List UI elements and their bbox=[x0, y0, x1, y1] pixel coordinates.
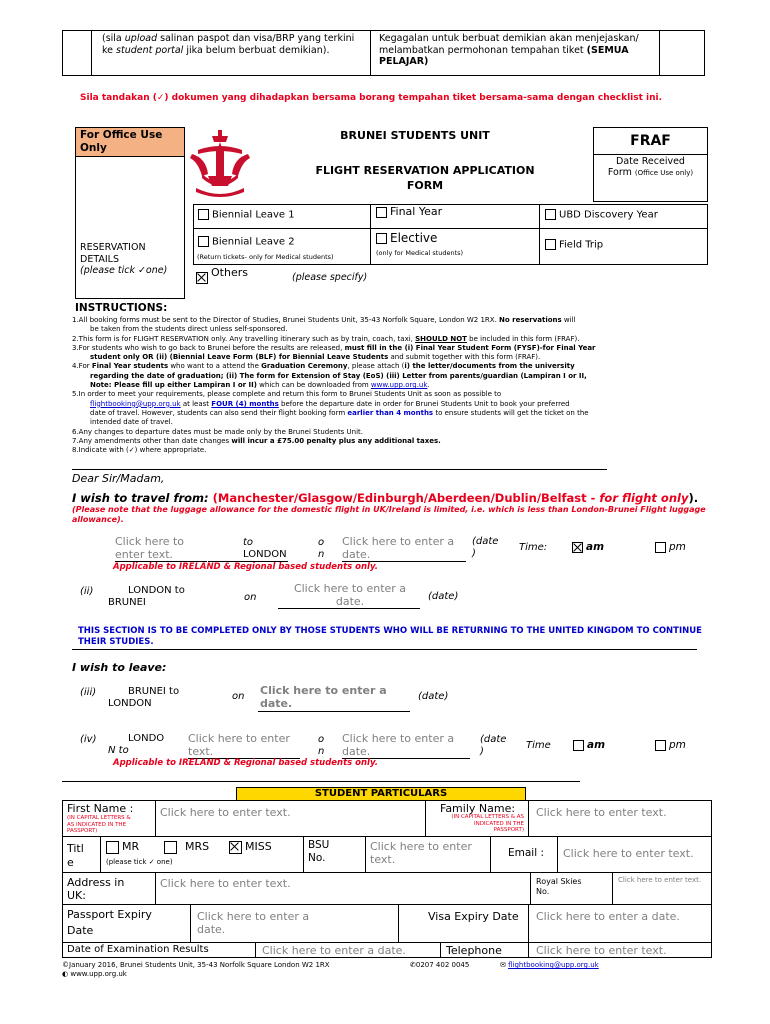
form-title: FLIGHT RESERVATION APPLICATION FORM bbox=[315, 164, 535, 192]
travel-date-input-4[interactable]: Click here to enter a date. bbox=[342, 733, 470, 759]
i1b: No reservations bbox=[499, 316, 562, 324]
checklist-note: Sila tandakan (✓) dokumen yang dihadapkan bersama borang tempahan tiket bersama-sama dengan checklist ini. bbox=[80, 93, 663, 103]
pt-v-firstname bbox=[155, 800, 156, 836]
i5f: date of travel. However, students can also send their flight booking form bbox=[90, 408, 348, 417]
to-label: to bbox=[243, 537, 254, 548]
form-word: Form bbox=[607, 167, 632, 178]
flightbooking-email-link[interactable]: flightbooking@upp.org.uk bbox=[90, 399, 181, 408]
bsu-label-2: No. bbox=[308, 852, 326, 864]
date-label-2: (date) bbox=[428, 591, 459, 602]
field-trip-option[interactable] bbox=[545, 239, 603, 251]
date-received-box bbox=[593, 154, 708, 202]
visa-expiry-label: Visa Expiry Date bbox=[428, 910, 519, 923]
travel-date-input-2[interactable]: Click here to enter a date. bbox=[293, 582, 407, 608]
instruction-5-cont bbox=[72, 400, 712, 409]
passport-label-2: Date bbox=[67, 924, 94, 937]
date-received-label: Date Received bbox=[616, 156, 685, 167]
fam-caps-2: INDICATED IN THE bbox=[473, 820, 524, 827]
fam-caps-1: (IN CAPITAL LETTERS & AS bbox=[451, 814, 524, 820]
footer-email bbox=[500, 961, 599, 969]
from-city-input-iv[interactable]: Click here to enter text. bbox=[188, 733, 300, 759]
i5i: intended date of travel. bbox=[90, 418, 173, 427]
biennial-1-label: Biennial Leave 1 bbox=[212, 209, 295, 221]
date-label-1b: ) bbox=[472, 548, 476, 559]
pt-v-bsu-l bbox=[303, 836, 304, 872]
biennial-1-option[interactable] bbox=[198, 209, 295, 221]
travel-from-label: I wish to travel from: bbox=[72, 491, 213, 505]
pt-v-exam bbox=[255, 942, 256, 958]
i7a: 7.Any amendments other than date changes bbox=[72, 436, 232, 445]
please-tick-note: (please tick ✓ one) bbox=[106, 858, 173, 866]
on-n-label: n bbox=[318, 549, 325, 560]
field-trip-checkbox[interactable] bbox=[545, 239, 556, 250]
top-table-cell-c bbox=[370, 30, 660, 76]
royal-skies-1: Royal Skies bbox=[536, 877, 582, 886]
please-specify: (please specify) bbox=[292, 272, 368, 283]
passport-expiry-label bbox=[67, 907, 152, 939]
i4i: which can be downloaded from bbox=[256, 381, 371, 390]
family-name-input[interactable]: Click here to enter text. bbox=[536, 806, 667, 819]
pm-option[interactable] bbox=[655, 541, 686, 553]
row-iv-label: (iv) bbox=[80, 734, 97, 745]
final-year-option[interactable] bbox=[376, 205, 442, 218]
title-label-2: e bbox=[67, 856, 74, 869]
pt-v-visa-r bbox=[528, 904, 529, 942]
on-o-label-iv: o bbox=[318, 734, 325, 745]
address-label-2: UK: bbox=[67, 889, 86, 902]
pm-label-2: pm bbox=[669, 739, 686, 751]
bsu-label-1: BSU bbox=[308, 839, 330, 851]
top-text-portal: student portal bbox=[116, 44, 184, 56]
royal-skies-label bbox=[536, 877, 582, 897]
address-label bbox=[67, 876, 124, 902]
i5a: 5.In order to meet your requirements, please complete and return this form to Brunei Students Unit as soon as possible to bbox=[72, 390, 502, 399]
particulars-title: STUDENT PARTICULARS bbox=[314, 788, 448, 799]
travel-from-line bbox=[72, 491, 698, 505]
pm-checkbox-2[interactable] bbox=[655, 740, 666, 751]
mr-checkbox[interactable] bbox=[106, 841, 119, 854]
pt-v-bsu-r bbox=[365, 836, 366, 872]
elective-checkbox[interactable] bbox=[376, 233, 387, 244]
form-office-use-line bbox=[594, 167, 707, 179]
pt-v-passport bbox=[190, 904, 191, 942]
i4k: . bbox=[427, 381, 430, 390]
bsu-label bbox=[308, 839, 329, 865]
i2a: 2.This form is for FLIGHT RESERVATION only. Any travelling itinerary such as by train, coach, taxi, bbox=[72, 334, 416, 343]
reservation-details-label bbox=[80, 242, 167, 277]
office-use-box bbox=[75, 127, 185, 157]
brunei-to-label: BRUNEI to bbox=[128, 686, 180, 697]
pt-v-family-l bbox=[425, 800, 426, 836]
i5d: FOUR (4) months bbox=[211, 399, 279, 408]
am-checkbox-checked[interactable] bbox=[572, 542, 583, 553]
pm-checkbox[interactable] bbox=[655, 542, 666, 553]
date-label-3: (date) bbox=[418, 691, 449, 702]
london2-label: LONDON bbox=[108, 698, 152, 709]
travel-cities: (Manchester/Glasgow/Edinburgh/Aberdeen/Dublin/Belfast - bbox=[212, 491, 600, 505]
on-o-label: o bbox=[318, 537, 325, 548]
on-label-ii: on bbox=[244, 592, 257, 603]
i4f: i) the letter/documents from the university bbox=[404, 362, 575, 371]
email-input[interactable]: Click here to enter text. bbox=[563, 847, 694, 860]
pt-hline-2 bbox=[62, 872, 712, 873]
mrs-checkbox[interactable] bbox=[164, 841, 177, 854]
instruction-3 bbox=[72, 344, 712, 353]
elective-note: (only for Medical students) bbox=[376, 249, 464, 257]
i4a: 4.For bbox=[72, 362, 92, 371]
brunei-label: BRUNEI bbox=[108, 597, 146, 608]
travel-date-input-3[interactable]: Click here to enter a date. bbox=[260, 684, 387, 710]
wish-leave-label: I wish to leave: bbox=[72, 661, 167, 674]
final-year-label: Final Year bbox=[390, 205, 443, 218]
unit-title: BRUNEI STUDENTS UNIT bbox=[340, 129, 490, 142]
row2-underline bbox=[278, 608, 420, 609]
caps-note-1: (IN CAPITAL LETTERS & bbox=[67, 815, 131, 821]
i4g: regarding the date of graduation; (ii) The form for Extension of Stay (EoS) (iii) Letter from parents/guardian (Lampiran I or II, bbox=[90, 371, 587, 380]
passport-label-1: Passport Expiry bbox=[67, 908, 152, 921]
first-name-label: First Name : bbox=[67, 802, 134, 815]
family-name-label: Family Name: bbox=[440, 802, 516, 815]
top-table-cell-a bbox=[62, 30, 92, 76]
pt-v-title bbox=[100, 836, 101, 872]
biennial-2-option[interactable] bbox=[198, 236, 295, 248]
row-iii-label: (iii) bbox=[80, 687, 97, 698]
instructions-list bbox=[72, 316, 712, 455]
footer-web-text: www.upp.org.uk bbox=[70, 970, 127, 978]
applicable-note-2: Applicable to IRELAND & Regional based students only. bbox=[113, 758, 378, 768]
res-label-3: (please tick ✓one) bbox=[80, 265, 168, 276]
pt-v-email-l bbox=[490, 836, 491, 872]
footer-copyright: ©January 2016, Brunei Students Unit, 35-43 Norfolk Square London W2 1RX bbox=[62, 961, 330, 969]
address-input[interactable]: Click here to enter text. bbox=[160, 877, 291, 890]
instructions-title: INSTRUCTIONS: bbox=[75, 302, 168, 314]
office-use-label: For Office Use Only bbox=[80, 129, 163, 154]
mr-label: MR bbox=[122, 840, 140, 853]
first-name-caps-note bbox=[67, 815, 131, 835]
biennial-2-label: Biennial Leave 2 bbox=[212, 236, 295, 248]
instruction-4 bbox=[72, 362, 712, 371]
footer-phone bbox=[410, 961, 469, 969]
top-table-cell-d bbox=[659, 30, 705, 76]
final-year-checkbox[interactable] bbox=[376, 207, 387, 218]
londo-label: LONDO bbox=[128, 733, 165, 744]
i4c: who want to a attend the bbox=[168, 362, 262, 371]
visa-expiry-input[interactable]: Click here to enter a date. bbox=[536, 910, 680, 923]
royal-skies-input[interactable]: Click here to enter text. bbox=[618, 876, 702, 884]
i3d: and submit together with this form (FRAF). bbox=[388, 353, 541, 362]
time-label-2: Time bbox=[526, 740, 551, 751]
fraf-label: FRAF bbox=[630, 133, 671, 149]
upp-website-link[interactable]: www.upp.org.uk bbox=[370, 381, 428, 390]
others-checkbox-checked[interactable] bbox=[196, 272, 208, 284]
exam-results-label: Date of Examination Results bbox=[67, 944, 209, 955]
family-name-caps-note bbox=[430, 814, 524, 834]
on-n-label-iv: n bbox=[318, 746, 325, 757]
notice-underline bbox=[72, 649, 697, 650]
i4h: Note: Please fill up either Lampiran I or II) bbox=[90, 381, 257, 390]
ubd-option[interactable] bbox=[545, 209, 658, 221]
divider-1 bbox=[72, 469, 607, 470]
mail-icon: ✉ bbox=[500, 961, 506, 969]
am-option[interactable] bbox=[572, 541, 604, 553]
pt-v-address bbox=[155, 872, 156, 904]
on-label-iii: on bbox=[232, 691, 245, 702]
globe-icon: ◐ bbox=[62, 970, 69, 978]
pm-label: pm bbox=[669, 541, 686, 553]
pt-v-email-r bbox=[557, 836, 558, 872]
applicable-note-1: Applicable to IRELAND & Regional based students only. bbox=[113, 562, 378, 572]
i4e: , please attach ( bbox=[347, 362, 405, 371]
ubd-label: UBD Discovery Year bbox=[559, 209, 658, 221]
instruction-1 bbox=[72, 316, 712, 325]
pt-v-royal-l bbox=[530, 872, 531, 904]
footer-web bbox=[62, 970, 127, 978]
bsu-number-input[interactable]: Click here to enter text. bbox=[370, 840, 472, 866]
i3c: student only OR (ii) (Biennial Leave Form (BLF) for Biennial Leave Students bbox=[90, 353, 389, 362]
pt-v-royal-r bbox=[612, 872, 613, 904]
brunei-crest-icon bbox=[188, 128, 252, 200]
n-to-label: N to bbox=[108, 745, 129, 756]
first-name-input[interactable]: Click here to enter text. bbox=[160, 806, 291, 819]
pm-option-2[interactable] bbox=[655, 739, 686, 751]
i1c: will bbox=[561, 316, 576, 324]
office-use-only-small: (Office Use only) bbox=[634, 169, 694, 177]
from-city-input[interactable]: Click here to enter text. bbox=[115, 536, 207, 562]
instruction-5-cont2 bbox=[72, 409, 712, 418]
i6: 6.Any changes to departure dates must be made only by the Brunei Students Unit. bbox=[72, 427, 364, 436]
top-text-3: jika belum berbuat demikian). bbox=[183, 44, 330, 56]
telephone-label: Telephone bbox=[446, 944, 502, 957]
miss-label: MISS bbox=[245, 840, 272, 853]
email-label: Email : bbox=[508, 847, 545, 859]
exam-results-input[interactable]: Click here to enter a date. bbox=[262, 944, 406, 957]
instruction-7 bbox=[72, 437, 712, 446]
mrs-label: MRS bbox=[185, 840, 210, 853]
i5g: earlier than 4 months bbox=[347, 408, 434, 417]
top-text: (sila bbox=[102, 33, 125, 44]
i2c: be included in this form (FRAF). bbox=[466, 334, 580, 343]
london-label: LONDON bbox=[243, 549, 287, 560]
caps-note-3: PASSPORT) bbox=[67, 828, 98, 834]
luggage-note: (Please note that the luggage allowance for the domestic flight in UK/Ireland is limited, i.e. which is less than London-Brunei Flight luggage allowance). bbox=[72, 505, 706, 524]
i4b: Final Year students bbox=[91, 362, 169, 371]
royal-skies-2: No. bbox=[536, 887, 550, 896]
i3b: must fill in the (i) Final Year Student Form (FYSF)-for Final Year bbox=[344, 343, 596, 352]
am-checkbox-2[interactable] bbox=[573, 740, 584, 751]
am-label: am bbox=[586, 541, 605, 553]
biennial-2-checkbox[interactable] bbox=[198, 236, 209, 247]
address-label-1: Address in bbox=[67, 876, 125, 889]
date-label-4b: ) bbox=[480, 746, 484, 757]
i5c: at least bbox=[180, 399, 212, 408]
others-label: Others bbox=[211, 266, 248, 279]
top-text-2: salinan paspot dan visa/BRP yang terkini ke bbox=[102, 33, 355, 56]
pt-hline-1 bbox=[62, 836, 712, 837]
pt-v-tel-r bbox=[528, 942, 529, 958]
mrs-option[interactable] bbox=[164, 840, 209, 854]
instruction-4-cont bbox=[72, 381, 712, 390]
top-right-text: Kegagalan untuk berbuat demikian akan menjejaskan/ melambatkan permohonan tempahan tiket bbox=[379, 33, 639, 56]
instruction-2 bbox=[72, 335, 712, 344]
top-text-upload: upload bbox=[124, 33, 158, 44]
biennial-1-checkbox[interactable] bbox=[198, 209, 209, 220]
instruction-3-cont bbox=[72, 353, 712, 362]
travel-close: ). bbox=[688, 491, 699, 505]
flight-only: for flight only bbox=[599, 491, 689, 505]
pt-v-family-r bbox=[528, 800, 529, 836]
fam-caps-3: PASSPORT) bbox=[493, 827, 524, 833]
ubd-checkbox[interactable] bbox=[545, 209, 556, 220]
mr-option[interactable] bbox=[106, 840, 139, 854]
travel-date-input-1[interactable]: Click here to enter a date. bbox=[342, 536, 466, 562]
salutation: Dear Sir/Madam, bbox=[72, 472, 165, 485]
i5h: to ensure students will get the ticket on the bbox=[433, 408, 589, 417]
title-label bbox=[67, 842, 84, 870]
am-label-2: am bbox=[587, 739, 606, 751]
elective-label: Elective bbox=[390, 231, 438, 245]
passport-expiry-input[interactable]: Click here to enter a date. bbox=[197, 910, 310, 936]
pt-v-tel-l bbox=[440, 942, 441, 958]
top-table-cell-b bbox=[91, 30, 371, 76]
caps-note-2: AS INDICATED IN THE bbox=[67, 821, 127, 828]
particulars-title-bar bbox=[236, 787, 526, 801]
i2b: SHOULD NOT bbox=[415, 334, 467, 343]
elective-option[interactable] bbox=[376, 231, 437, 245]
return-tickets-note: (Return tickets- only for Medical students) bbox=[197, 253, 334, 261]
top-right-bold: (SEMUA PELAJAR) bbox=[379, 44, 629, 67]
i1d: be taken from the students direct unless self-sponsored. bbox=[90, 325, 288, 334]
return-section-notice: THIS SECTION IS TO BE COMPLETED ONLY BY THOSE STUDENTS WHO WILL BE RETURNING TO THE UNITED KINGDOM TO CONTINUE THEIR STUDIES. bbox=[78, 626, 702, 647]
i7b: will incur a £75.00 penalty plus any additional taxes. bbox=[231, 436, 441, 445]
divider-2 bbox=[62, 781, 580, 782]
am-option-2[interactable] bbox=[573, 739, 605, 751]
date-label-1a: (date bbox=[472, 536, 499, 547]
pt-hline-3 bbox=[62, 904, 712, 905]
date-label-4a: (date bbox=[480, 734, 507, 745]
res-label-1: RESERVATION bbox=[80, 242, 146, 253]
title-label-1: Titl bbox=[67, 842, 84, 855]
time-label: Time: bbox=[519, 542, 548, 553]
telephone-input[interactable]: Click here to enter text. bbox=[536, 944, 667, 957]
res-label-2: DETAILS bbox=[80, 253, 120, 265]
pt-hline-4 bbox=[62, 942, 712, 943]
row-ii-label: (ii) bbox=[80, 586, 94, 597]
others-option[interactable] bbox=[196, 266, 248, 284]
phone-icon: ✆ bbox=[410, 961, 416, 969]
i5e: before the departure date in order for Brunei Students Unit to book your preferred bbox=[278, 399, 570, 408]
london-to-label: LONDON to bbox=[128, 585, 185, 596]
office-use-left-column bbox=[75, 156, 185, 299]
footer-phone-text: 0207 402 0045 bbox=[415, 961, 470, 969]
miss-checkbox-checked[interactable] bbox=[229, 841, 242, 854]
footer-email-link[interactable]: flightbooking@upp.org.uk bbox=[508, 961, 599, 969]
field-trip-label: Field Trip bbox=[559, 239, 604, 251]
miss-option[interactable] bbox=[229, 840, 272, 854]
fraf-box bbox=[593, 127, 708, 155]
i8: 8.Indicate with (✓) where appropriate. bbox=[72, 446, 207, 455]
i3a: 3.For students who wish to go back to Brunei before the results are released, bbox=[72, 343, 345, 352]
row3-underline bbox=[258, 711, 410, 712]
pt-v-visa-l bbox=[398, 904, 399, 942]
i4d: Graduation Ceremony bbox=[261, 362, 348, 371]
i1a: 1.All booking forms must be sent to the Director of Studies, Brunei Students Unit, 35-43 Norfolk Square, London W2 1RX. bbox=[72, 316, 500, 324]
